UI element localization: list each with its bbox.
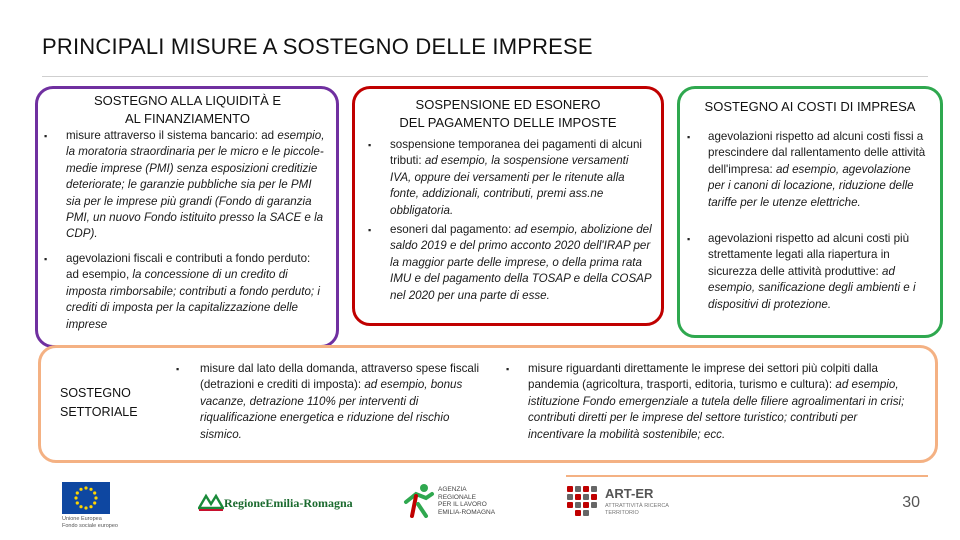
suspension-item-1: [390, 137, 652, 219]
page-number: 30: [902, 494, 920, 511]
sectoral-label-line2: SETTORIALE: [60, 405, 138, 419]
costs-item-2-lead: agevolazioni rispetto ad alcuni costi più strettamente legati alla riapertura in sicurezza delle attività produttive:: [708, 232, 910, 278]
title-divider: [42, 76, 928, 77]
costs-item-1: [708, 129, 930, 211]
bullet-icon: ▪: [368, 140, 372, 150]
agenzia-line3: PER IL LAVORO: [438, 501, 487, 508]
arter-grid-icon: [565, 484, 603, 518]
region-logo: [198, 492, 353, 514]
sectoral-item-1-lead: misure dal lato della domanda, attraverso spese fiscali (detrazioni e crediti di imposta):: [200, 362, 480, 392]
suspension-heading-line1: SOSPENSIONE ED ESONERO: [415, 97, 601, 112]
costs-heading: SOSTEGNO AI COSTI DI IMPRESA: [704, 99, 916, 114]
bullet-icon: ▪: [44, 131, 48, 141]
agenzia-logo: [402, 482, 502, 522]
sectoral-item-2-detail: ad esempio, istituzione Fondo emergenziale a tutela delle filiere agroalimentari in crisi; contributi diretti per le imprese del settore turistico; contributi per incentivare la mobilità sostenibile; ecc.: [528, 378, 905, 441]
sectoral-label: [60, 384, 138, 422]
bullet-icon: ▪: [687, 234, 691, 244]
liquidity-item-1-lead: misure attraverso il sistema bancario: ad: [66, 129, 275, 142]
bullet-icon: ▪: [687, 132, 691, 142]
agenzia-figure-icon: [402, 482, 436, 518]
liquidity-item-2: [66, 251, 324, 333]
agenzia-line1: AGENZIA: [438, 486, 467, 493]
arter-subtitle: [605, 503, 669, 516]
bullet-icon: ▪: [506, 364, 510, 374]
arter-sub1: ATTRATTIVITÀ RICERCA: [605, 503, 669, 509]
liquidity-item-2-detail: la concessione di un credito di imposta rimborsabile; contributi a fondo perduto; i crediti di imposta per la capitalizzazione delle imprese: [66, 268, 320, 331]
liquidity-item-1-detail: esempio, la moratoria straordinaria per le micro e le piccole-medie imprese (PMI) senza esposizioni creditizie deteriorate; le garanzie pubbliche sia per le PMI sia per le imprese più grandi (Fondo di garanzia PMI, un nuovo Fondo istituito presso la SACE e la CDP).: [66, 129, 325, 241]
eu-stars-icon: [62, 482, 110, 514]
eu-caption-line2: Fondo sociale europeo: [62, 522, 118, 529]
sectoral-label-line1: SOSTEGNO: [60, 386, 131, 400]
liquidity-item-1: [66, 128, 328, 243]
agenzia-text: [438, 486, 495, 516]
sectoral-item-1: [200, 361, 492, 443]
sectoral-item-1-detail: ad esempio, bonus vacanze, detrazione 110% per interventi di riqualificazione energetica e riduzione del rischio sismico.: [200, 378, 463, 441]
arter-logo: [565, 484, 675, 520]
bullet-icon: ▪: [176, 364, 180, 374]
bullet-icon: ▪: [368, 225, 372, 235]
suspension-item-2: [390, 222, 652, 304]
eu-caption: [62, 516, 118, 529]
suspension-heading-line2: DEL PAGAMENTO DELLE IMPOSTE: [399, 115, 617, 130]
footer-accent-line: [566, 475, 928, 477]
suspension-item-2-detail: ad esempio, abolizione del saldo 2019 e del primo acconto 2020 dell'IRAP per la maggior parte delle imprese, o della prima rata IMU e del pagamento della TOSAP e della COSAP nel 2020 per una parte di esse.: [390, 223, 652, 302]
region-name: RegioneEmilia-Romagna: [224, 496, 353, 510]
costs-item-2-detail: ad esempio, sanificazione degli ambienti e i dispositivi di protezione.: [708, 264, 916, 311]
liquidity-item-2-lead: agevolazioni fiscali e contributi a fondo perduto: ad esempio,: [66, 252, 311, 282]
liquidity-heading-line1: SOSTEGNO ALLA LIQUIDITÀ E: [93, 93, 282, 108]
suspension-item-2-lead: esoneri dal pagamento:: [390, 223, 512, 236]
slide-title: PRINCIPALI MISURE A SOSTEGNO DELLE IMPRESE: [42, 34, 593, 59]
agenzia-line4: EMILIA-ROMAGNA: [438, 508, 496, 516]
eu-logo: [62, 482, 110, 514]
costs-item-2: [708, 231, 930, 313]
eu-caption-line1: Unione Europea: [62, 516, 102, 522]
costs-item-1-lead: agevolazioni rispetto ad alcuni costi fissi a prescindere dal rallentamento delle attività dell'impresa:: [708, 130, 926, 176]
bullet-icon: ▪: [44, 254, 48, 264]
suspension-item-1-lead: sospensione temporanea dei pagamenti di alcuni tributi:: [390, 138, 643, 168]
costs-item-1-detail: ad esempio, agevolazione per i canoni di locazione, riduzione delle tariffe per le utenze elettriche.: [708, 162, 914, 209]
suspension-item-1-detail: ad esempio, la sospensione versamenti IVA, oppure dei versamenti per le ritenute alla fonte, addizionali, contributi, premi ass.ne obbligatoria.: [390, 154, 629, 217]
sectoral-item-2-lead: misure riguardanti direttamente le imprese dei settori più colpiti dalla pandemia (agricoltura, trasporti, editoria, turismo e cultura):: [528, 362, 878, 392]
liquidity-heading-line2: AL FINANZIAMENTO: [125, 111, 250, 126]
agenzia-line2: REGIONALE: [438, 493, 476, 501]
suspension-heading: [372, 96, 644, 132]
arter-name: ART-ER: [605, 486, 654, 501]
sectoral-item-2: [528, 361, 914, 443]
region-emblem-icon: [198, 492, 224, 512]
arter-sub2: TERRITORIO: [605, 509, 639, 516]
liquidity-heading: [60, 92, 315, 128]
